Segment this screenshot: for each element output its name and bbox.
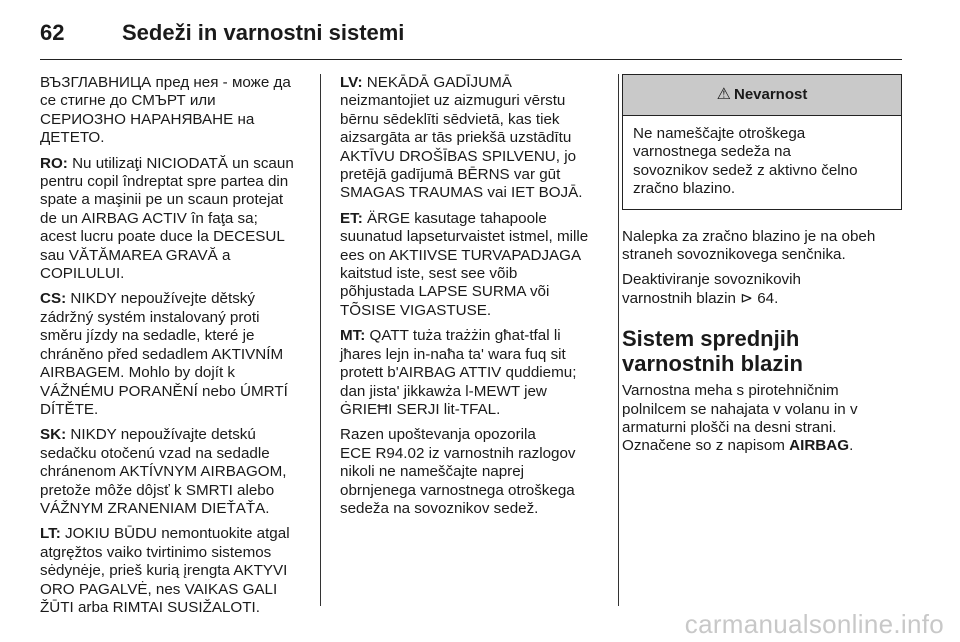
lang-code: SK:	[40, 426, 67, 444]
lang-code: ET:	[340, 209, 363, 227]
page-title: Sedeži in varnostni sistemi	[122, 20, 405, 45]
lang-code: LT:	[40, 525, 61, 543]
warning-et	[340, 210, 610, 320]
column-3	[622, 74, 902, 463]
lang-code: LV:	[340, 74, 363, 91]
warning-lt	[40, 525, 312, 617]
column-divider-2	[618, 74, 619, 606]
deactivation-text: Deaktiviranje sovoznikovih varnostnih blazin	[622, 271, 801, 307]
lang-code: MT:	[340, 327, 366, 345]
header-divider	[40, 59, 902, 60]
page-reference[interactable]: 64.	[757, 289, 779, 307]
warning-cs	[40, 290, 312, 419]
deactivation-reference	[622, 271, 902, 308]
column-2	[340, 74, 610, 525]
ece-note: Razen upoštevanja opozorila ECE R94.02 iz varnostnih razlogov nikoli ne nameščajte naprej obrnjenega varnostnega otroškega sedeža na sovoznikov sedež.	[340, 426, 576, 517]
column-1	[40, 74, 312, 624]
danger-box	[622, 74, 902, 210]
airbag-keyword: AIRBAG	[789, 437, 850, 455]
warning-text: NEKĀDĀ GADĪJUMĀ neizmantojiet uz aizmuguri vērstu bērnu sēdeklīti sēdvietā, kas tiek aizsargāta ar tās priekšā uzstādītu AKTĪVU DROŠĪBAS SPILVENU, jo pretējā gadījumā BĒRNS var gūt SMAGAS TRAUMAS vai IET BOJĀ.	[340, 74, 583, 202]
danger-title: Nevarnost	[733, 85, 808, 103]
front-airbag-description	[622, 382, 902, 456]
danger-text: Ne nameščajte otroškega varnostnega sedeža na sovoznikov sedež z aktivno čelno zračno blazino.	[633, 125, 858, 198]
warning-text: ÄRGE kasutage tahapoole suunatud lapseturvaistet istmel, mille ees on AKTIIVSE TURVAPADJAGA kaitstud iste, sest see võib põhjustada LAPSE SURMA või TÕSISE VIGASTUSE.	[340, 209, 589, 319]
warning-triangle-icon: ⚠	[716, 85, 731, 103]
page-header	[40, 14, 902, 58]
warning-sk	[40, 426, 312, 518]
lang-code: CS:	[40, 290, 67, 308]
column-divider-1	[320, 74, 321, 606]
page-number: 62	[40, 20, 65, 45]
lang-code: RO:	[40, 154, 68, 172]
bulgarian-warning-end: ВЪЗГЛАВНИЦА пред нея - може да се стигне до СМЪРТ или СЕРИОЗНО НАРАНЯВАНЕ на ДЕТЕТО.	[40, 74, 291, 147]
warning-text: NIKDY nepoužívajte detskú sedačku otočenú vzad na sedadle chránenom AKTÍVNYM AIRBAGOM, pretože môže dôjsť k SMRTI alebo VÁŽNYM ZRANENIAM DIEŤAŤA.	[40, 426, 287, 517]
warning-text: Nu utilizaţi NICIODATĂ un scaun pentru copil îndreptat spre partea din spate a maşinii pe un scaun protejat de un AIRBAG ACTIV în faţa sa; acest lucru poate duce la DECESUL sau VĂTĂMAREA GRAVĂ a COPILULUI.	[40, 154, 294, 283]
section-heading: Sistem sprednjih varnostnih blazin	[622, 326, 803, 377]
watermark: carmanualsonline.info	[684, 609, 944, 639]
warning-text: JOKIU BŪDU nemontuokite atgal atgręžtos vaiko tvirtinimo sistemos sėdynėje, prieš kurią įrengta AKTYVI ORO PAGALVĖ, nes VAIKAS GALI ŽŪTI arba RIMTAI SUSIŽALOTI.	[40, 525, 290, 616]
warning-text: NIKDY nepoužívejte dětský zádržný systém instalovaný proti směru jízdy na sedadle, které je chráněno před sedadlem AKTIVNÍM AIRBAGEM. Mohlo by dojít k VÁŽNÉMU PORANĚNÍ nebo ÚMRTÍ DÍTĚTE.	[40, 290, 288, 418]
warning-mt	[340, 327, 610, 419]
warning-ro	[40, 155, 312, 284]
warning-lv	[340, 74, 610, 203]
danger-header	[623, 75, 901, 116]
warning-text: QATT tuża trażżin għat-tfal li jħares lejn in-naħa ta' wara fuq sit protett b'AIRBAG ATTIV quddiemu; dan jista' jikkawża l-MEWT jew ĠRIEĦI SERJI lit-TFAL.	[340, 327, 577, 418]
airbag-label-note: Nalepka za zračno blazino je na obeh straneh sovoznikovega senčnika.	[622, 227, 876, 264]
description-end: .	[849, 437, 854, 455]
description-text: Varnostna meha s pirotehničnim polnilcem se nahajata v volanu in v armaturni plošči na desni strani. Označene so z napisom	[622, 382, 858, 455]
page-reference-icon: ⊳	[740, 289, 753, 307]
